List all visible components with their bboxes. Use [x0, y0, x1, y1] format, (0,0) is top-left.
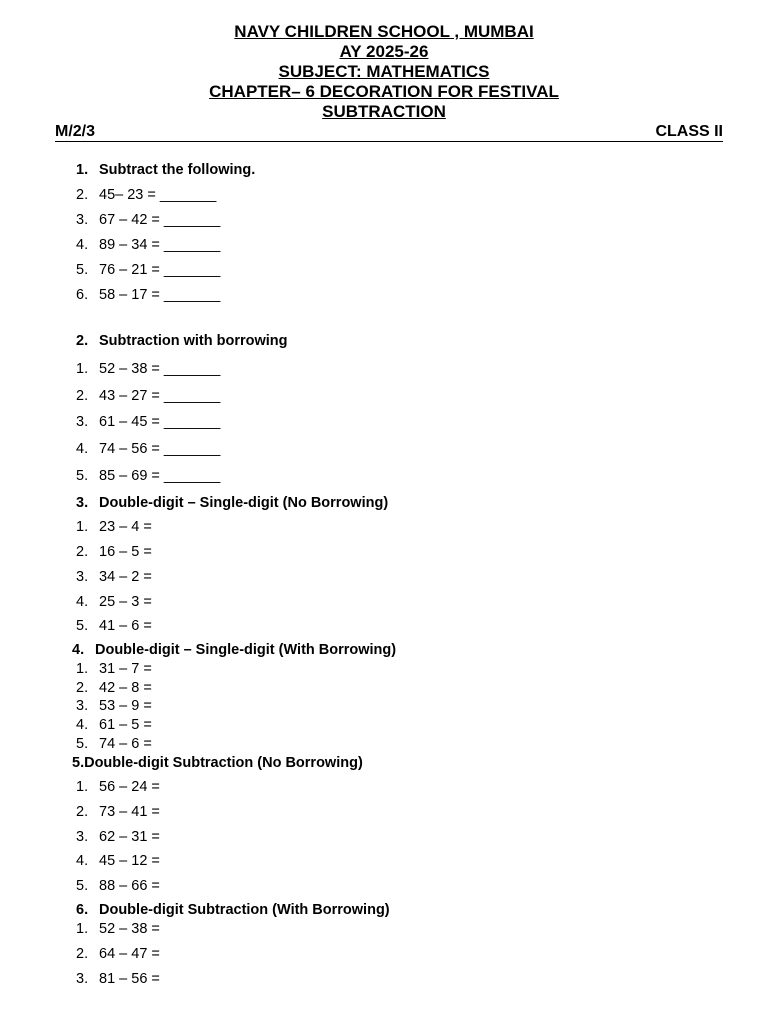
question-number: 4.	[76, 237, 89, 253]
question-item	[76, 236, 220, 254]
question-text: 64 – 47 =	[99, 946, 160, 962]
subject-title: SUBJECT: MATHEMATICS	[278, 62, 490, 81]
question-item	[76, 970, 160, 988]
chapter-title: CHAPTER– 6 DECORATION FOR FESTIVAL	[209, 82, 559, 101]
question-item	[76, 660, 152, 678]
question-text: 25 – 3 =	[99, 594, 152, 610]
question-number: 4.	[76, 441, 89, 457]
question-number: 3.	[76, 971, 89, 987]
question-number: 1.	[76, 921, 89, 937]
question-number: 2.	[76, 388, 89, 404]
question-number: 5.	[76, 468, 89, 484]
question-text: 58 – 17 = _______	[99, 287, 221, 303]
question-text: 62 – 31 =	[99, 829, 160, 845]
section-title	[76, 494, 388, 512]
question-text: 52 – 38 = _______	[99, 361, 221, 377]
question-number: 2.	[76, 680, 89, 696]
question-item	[76, 286, 220, 304]
question-text: 56 – 24 =	[99, 779, 160, 795]
question-item	[76, 920, 160, 938]
question-text: 61 – 5 =	[99, 717, 152, 733]
question-number: 1.	[76, 779, 89, 795]
section-title	[76, 161, 255, 179]
question-item	[76, 679, 152, 697]
question-number: 2.	[76, 804, 89, 820]
question-number: 4.	[76, 594, 89, 610]
question-text: 74 – 56 = _______	[99, 441, 221, 457]
question-item	[76, 186, 216, 204]
topic-title: SUBTRACTION	[322, 102, 446, 121]
question-number: 1.	[76, 661, 89, 677]
question-text: 34 – 2 =	[99, 569, 152, 585]
question-number: 5.	[76, 878, 89, 894]
section-title	[76, 901, 390, 919]
question-item	[76, 440, 220, 458]
question-item	[76, 360, 220, 378]
question-number: 3.	[76, 414, 89, 430]
question-number: 3.	[76, 569, 89, 585]
question-number: 2.	[76, 544, 89, 560]
question-item	[76, 778, 160, 796]
question-number: 4.	[76, 853, 89, 869]
question-text: 76 – 21 = _______	[99, 262, 221, 278]
section-number: 4.	[72, 642, 85, 658]
question-item	[76, 803, 160, 821]
section-number: 1.	[76, 162, 89, 178]
question-item	[76, 828, 160, 846]
question-item	[76, 211, 220, 229]
section-number: 6.	[76, 902, 89, 918]
question-item	[76, 697, 152, 715]
section-title	[72, 641, 396, 659]
question-text: 42 – 8 =	[99, 680, 152, 696]
question-item	[76, 467, 220, 485]
section-title-text: Subtraction with borrowing	[99, 333, 288, 349]
question-item	[76, 261, 220, 279]
question-text: 67 – 42 = _______	[99, 212, 221, 228]
question-text: 52 – 38 =	[99, 921, 160, 937]
section-title-text: 5.Double-digit Subtraction (No Borrowing)	[72, 755, 363, 771]
section-number: 3.	[76, 495, 89, 511]
question-text: 23 – 4 =	[99, 519, 152, 535]
question-number: 6.	[76, 287, 89, 303]
question-number: 3.	[76, 212, 89, 228]
question-item	[76, 387, 220, 405]
question-text: 16 – 5 =	[99, 544, 152, 560]
question-number: 1.	[76, 519, 89, 535]
section-title-text: Double-digit – Single-digit (No Borrowing)	[99, 495, 389, 511]
worksheet-code: M/2/3	[55, 123, 96, 140]
question-number: 5.	[76, 262, 89, 278]
question-item	[76, 945, 160, 963]
question-text: 53 – 9 =	[99, 698, 152, 714]
question-text: 73 – 41 =	[99, 804, 160, 820]
question-number: 3.	[76, 698, 89, 714]
question-number: 5.	[76, 736, 89, 752]
question-text: 88 – 66 =	[99, 878, 160, 894]
section-title-text: Double-digit Subtraction (With Borrowing)	[99, 902, 390, 918]
section-title-text: Subtract the following.	[99, 162, 256, 178]
question-item	[76, 716, 152, 734]
question-text: 85 – 69 = _______	[99, 468, 221, 484]
question-number: 5.	[76, 618, 89, 634]
question-text: 31 – 7 =	[99, 661, 152, 677]
question-item	[76, 568, 152, 586]
section-title-text: Double-digit – Single-digit (With Borrowing)	[95, 642, 397, 658]
class-label: CLASS II	[655, 123, 723, 140]
question-text: 89 – 34 = _______	[99, 237, 221, 253]
question-item	[76, 518, 152, 536]
question-item	[76, 543, 152, 561]
question-text: 43 – 27 = _______	[99, 388, 221, 404]
question-item	[76, 617, 152, 635]
question-item	[76, 852, 160, 870]
header-divider	[55, 141, 723, 142]
academic-year: AY 2025-26	[339, 42, 429, 61]
question-text: 41 – 6 =	[99, 618, 152, 634]
question-text: 45– 23 = _______	[99, 187, 217, 203]
section-title	[72, 754, 363, 772]
question-number: 2.	[76, 187, 89, 203]
question-number: 3.	[76, 829, 89, 845]
question-text: 45 – 12 =	[99, 853, 160, 869]
question-item	[76, 877, 160, 895]
question-item	[76, 593, 152, 611]
question-text: 61 – 45 = _______	[99, 414, 221, 430]
section-title	[76, 332, 288, 350]
school-name: NAVY CHILDREN SCHOOL , MUMBAI	[234, 22, 534, 41]
question-number: 4.	[76, 717, 89, 733]
question-number: 2.	[76, 946, 89, 962]
question-item	[76, 413, 220, 431]
question-item	[76, 735, 152, 753]
question-text: 74 – 6 =	[99, 736, 152, 752]
question-text: 81 – 56 =	[99, 971, 160, 987]
question-number: 1.	[76, 361, 89, 377]
section-number: 2.	[76, 333, 89, 349]
